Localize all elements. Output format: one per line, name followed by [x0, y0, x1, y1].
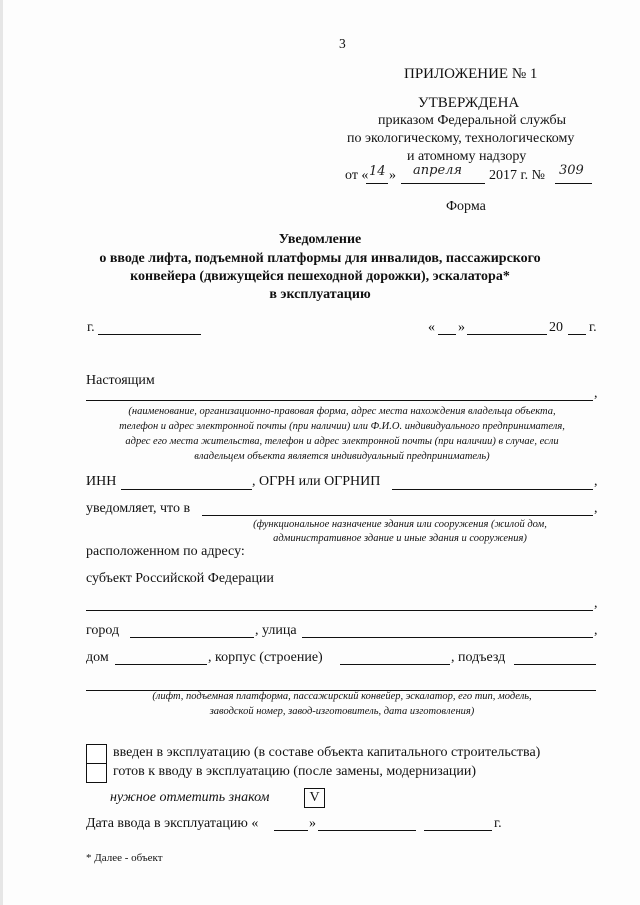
date-open-quote: «	[428, 320, 435, 335]
date-year-prefix: 20	[549, 320, 563, 335]
commissioned-checkbox[interactable]	[86, 744, 107, 764]
option-commissioned-label: введен в эксплуатацию (в составе объекта капитального строительства)	[113, 745, 541, 760]
entrance-field[interactable]	[514, 664, 596, 665]
building-number-label: , корпус (строение)	[208, 650, 323, 665]
subject-field-comma: ,	[594, 596, 598, 611]
approval-line-2: по экологическому, технологическому	[347, 131, 575, 146]
heading-line-3: конвейера (движущейся пешеходной дорожки), эскалатора*	[130, 269, 510, 284]
commission-year-suffix: г.	[494, 816, 502, 831]
approval-date-prefix: от «	[345, 168, 369, 183]
street-field[interactable]	[302, 637, 593, 638]
commission-day-field[interactable]	[274, 830, 308, 831]
notifies-label: уведомляет, что в	[86, 501, 191, 516]
date-close-quote: »	[458, 320, 465, 335]
approval-date-mid: »	[389, 168, 396, 183]
owner-note-line-2: телефон и адрес электронной почты (при наличии) или Ф.И.О. индивидуального предпринимателя,	[119, 421, 565, 432]
building-note-line-2: административное здание и иные здания и сооружения)	[273, 533, 527, 544]
subject-label: субъект Российской Федерации	[86, 571, 274, 586]
equipment-note-line-1: (лифт, подъемная платформа, пассажирский конвейер, эскалатор, его тип, модель,	[152, 691, 532, 702]
ogrn-field[interactable]	[392, 489, 593, 490]
building-number-field[interactable]	[340, 664, 450, 665]
owner-note-line-4: владельцем объекта является индивидуальный предприниматель)	[194, 451, 490, 462]
building-field-comma: ,	[594, 501, 598, 516]
city-label: город	[86, 623, 120, 638]
inn-field[interactable]	[121, 489, 252, 490]
city-name-field[interactable]	[130, 637, 254, 638]
equipment-note-line-2: заводской номер, завод-изготовитель, дата изготовления)	[209, 706, 475, 717]
month-underline	[401, 183, 485, 184]
form-label: Форма	[446, 199, 486, 214]
heading-line-2: о вводе лифта, подъемной платформы для инвалидов, пассажирского	[99, 251, 541, 266]
page-number: 3	[339, 36, 346, 51]
street-label: , улица	[255, 623, 297, 638]
approval-line-1: приказом Федеральной службы	[378, 113, 566, 128]
approval-year: 2017 г. №	[489, 168, 546, 183]
day-underline	[366, 183, 388, 184]
date-day-field[interactable]	[438, 334, 456, 335]
ogrn-label: , ОГРН или ОГРНИП	[252, 474, 381, 489]
date-year-field[interactable]	[568, 334, 586, 335]
commission-date-label: Дата ввода в эксплуатацию «	[86, 816, 259, 831]
option-ready-label: готов к вводу в эксплуатацию (после замены, модернизации)	[113, 764, 477, 779]
order-number-underline	[555, 183, 592, 184]
heading-line-1: Уведомление	[278, 232, 362, 247]
inn-label: ИНН	[86, 474, 117, 489]
ogrn-field-comma: ,	[594, 474, 598, 489]
date-year-suffix: г.	[589, 320, 597, 335]
city-prefix: г.	[87, 320, 95, 335]
present-label: Настоящим	[86, 373, 155, 388]
approval-line-3: и атомному надзору	[407, 149, 527, 164]
owner-field[interactable]	[86, 400, 593, 401]
building-note-line-1: (функциональное назначение здания или сооружения (жилой дом,	[253, 519, 547, 530]
owner-field-comma: ,	[594, 386, 598, 401]
approval-title: УТВЕРЖДЕНА	[418, 95, 520, 111]
owner-note-line-1: (наименование, организационно-правовая форма, адрес места нахождения владельца объекта,	[128, 406, 556, 417]
commission-month-field[interactable]	[318, 830, 416, 831]
house-field[interactable]	[115, 664, 207, 665]
approval-day: 14	[369, 164, 386, 179]
entrance-label: , подъезд	[451, 650, 506, 665]
heading-line-4: в эксплуатацию	[269, 287, 371, 302]
house-label: дом	[86, 650, 109, 665]
street-field-comma: ,	[594, 623, 598, 638]
date-month-field[interactable]	[467, 334, 547, 335]
approval-order-number: 309	[559, 163, 584, 178]
located-label: расположенном по адресу:	[86, 544, 245, 559]
building-purpose-field[interactable]	[202, 515, 593, 516]
appendix-title: ПРИЛОЖЕНИЕ № 1	[404, 66, 538, 82]
mark-instruction: нужное отметить знаком	[110, 790, 270, 805]
subject-field[interactable]	[86, 610, 593, 611]
mark-symbol-box: V	[304, 788, 325, 808]
owner-note-line-3: адрес его места жительства, телефон и адрес электронной почты (при наличии) в случае, если	[125, 436, 559, 447]
ready-checkbox[interactable]	[86, 763, 107, 783]
commission-close-quote: »	[309, 816, 316, 831]
page-edge	[0, 0, 3, 905]
approval-month: апреля	[413, 163, 463, 178]
commission-year-field[interactable]	[424, 830, 492, 831]
footnote: * Далее - объект	[86, 852, 163, 864]
city-field[interactable]	[98, 334, 201, 335]
